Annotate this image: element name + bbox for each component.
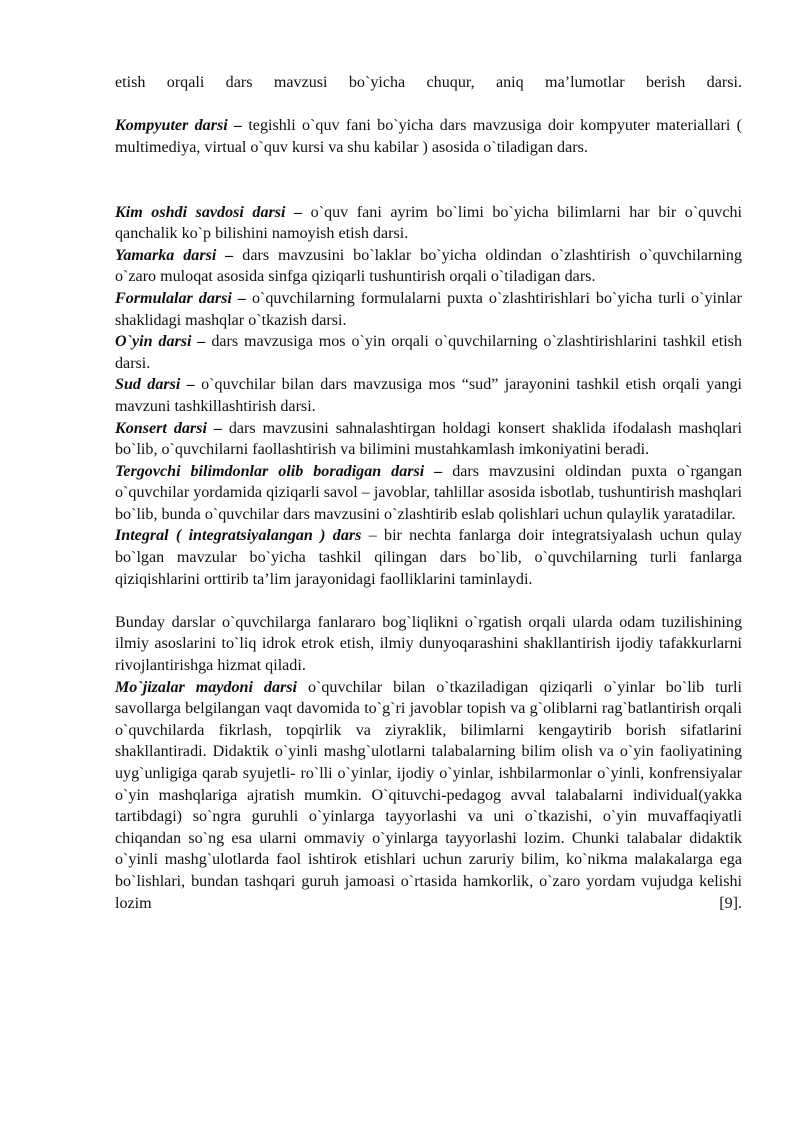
entry-term: Yamarka darsi – (115, 246, 234, 264)
entry-term: Tergovchi bilimdonlar olib boradigan darsi – (115, 462, 443, 480)
entry-text: dars mavzusini oldindan puxta o`rgangan o`quvchilar yordamida qiziqarli savol – javoblar, tahlillar asosida isbotlab, tushuntirish mashqlari bo`lib, bunda o`quvchilar dars mavzusini o`zlashtirib eslab qolishlari uchun qulaylik yaratadilar. (115, 462, 743, 523)
entry-term: Integral ( integratsiyalangan ) dars (115, 527, 362, 545)
entry-tergovchi-bilimdonlar-darsi (115, 461, 742, 526)
summary-paragraph: Bunday darslar o`quvchilarga fanlararo bog`liqlikni o`rgatish orqali ularda odam tuzilishining ilmiy asoslarini to`liq idrok etrok etish, ilmiy dunyoqarashini shakllantirish ijodiy tafakkurlarni rivojlantirishga hizmat qiladi. (115, 613, 742, 675)
entry-kim-oshdi-savdosi-darsi (115, 202, 742, 245)
entry-text: o`quv fani ayrim bo`limi bo`yicha bilimlarni har bir o`quvchi qanchalik ko`p bilishini namoyish etish darsi. (115, 203, 742, 243)
entry-text: o`quvchilar bilan dars mavzusiga mos “sud” jarayonini tashkil etish orqali yangi mavzuni tashkillashtirish darsi. (115, 376, 742, 415)
entry-term: Konsert darsi – (115, 419, 222, 437)
entry-text: o`quvchilarning formulalarni puxta o`zlashtirishlari bo`yicha turli o`yinlar shaklidagi mashqlar o`tkazish darsi. (115, 289, 742, 329)
entry-text: dars mavzusini bo`laklar bo`yicha oldindan o`zlashtirish o`quvchilarning o`zaro muloqat asosida sinfga qiziqarli tushuntirish orqali o`tiladigan dars. (115, 246, 742, 286)
entry-oyin-darsi (115, 331, 742, 374)
opening-line: etish orqali dars mavzusi bo`yicha chuqur, aniq ma’lumotlar berish darsi. (115, 74, 742, 91)
entry-sud-darsi (115, 374, 742, 417)
entry-text: dars mavzusini sahnalashtirgan holdagi konsert shaklida ifodalash mashqlari bo`lib, o`quvchilarni faollashtirish va bilimini mustahkamlash imkoniyatini beradi. (115, 419, 742, 459)
document-page (115, 72, 742, 914)
entry-integral-dars (115, 525, 742, 590)
entry-kompyuter-darsi (115, 115, 742, 158)
entry-text: – bir nechta fanlarga doir integratsiyalash uchun qulay bo`lgan mavzular bo`yicha tashkil qilingan dars bo`lib, o`quvchilarning turli fanlarga qiziqishlarini orttirib ta’lim jarayonidagi faolliklarini taminlaydi. (115, 527, 742, 588)
paragraph-gap (115, 158, 742, 180)
entry-term: Formulalar darsi – (115, 289, 246, 307)
entry-mojizalar-maydoni-darsi (115, 677, 742, 915)
entry-term: Mo`jizalar maydoni darsi (115, 678, 297, 696)
entry-term: O`yin darsi – (115, 333, 206, 351)
entry-text: tegishli o`quv fani bo`yicha dars mavzusiga doir kompyuter materiallari ( multimediya, virtual o`quv kursi va shu kabilar ) asosida o`tiladigan dars. (115, 117, 742, 156)
paragraph-gap (115, 94, 742, 116)
entry-text: dars mavzusiga mos o`yin orqali o`quvchilarning o`zlashtirishlarini tashkil etish darsi. (115, 333, 742, 372)
entry-yamarka-darsi (115, 245, 742, 288)
paragraph-gap (115, 180, 742, 202)
entry-konsert-darsi (115, 418, 742, 461)
entry-formulalar-darsi (115, 288, 742, 331)
paragraph-gap (115, 590, 742, 612)
entry-term: Kim oshdi savdosi darsi – (115, 203, 303, 221)
entry-text: o`quvchilar bilan o`tkaziladigan qiziqarli o`yinlar bo`lib turli savollarga belgilangan vaqt davomida to`g`ri javoblar topish va g`oliblarni rag`batlantirish orqali o`quvchilarda fikrlash, topqirlik va ziyraklik, bilimlarni kengaytirib borish sifatlarini shakllantiradi. Didaktik o`yinli mashg`ulotlarni talabalarning bilim olish va o`yin faoliyatining uyg`unligiga qarab syujetli- ro`lli o`yinlar, ijodiy o`yinlar, ishbilarmonlar o`yinli, konfrensiyalar o`yin mashqlariga ajratish mumkin. O`qituvchi-pedagog avval talabalarni individual(yakka tartibdagi) so`ngra guruhli o`yinlarga tayyorlashi va uni o`tkazishi, o`yin muvaffaqiyatli chiqandan so`ng esa ularni ommaviy o`yinlarga tayyorlashi lozim. Chunki talabalar didaktik o`yinli mashg`ulotlarda faol ishtirok etishlari uchun zaruriy bilim, ko`nikma malakalarga ega bo`lishlari, bundan tashqari guruh jamoasi o`rtasida hamkorlik, o`zaro yordam vujudga kelishi lozim [9]. (115, 678, 742, 912)
entry-term: Kompyuter darsi – (115, 117, 243, 135)
entry-term: Sud darsi – (115, 376, 195, 394)
